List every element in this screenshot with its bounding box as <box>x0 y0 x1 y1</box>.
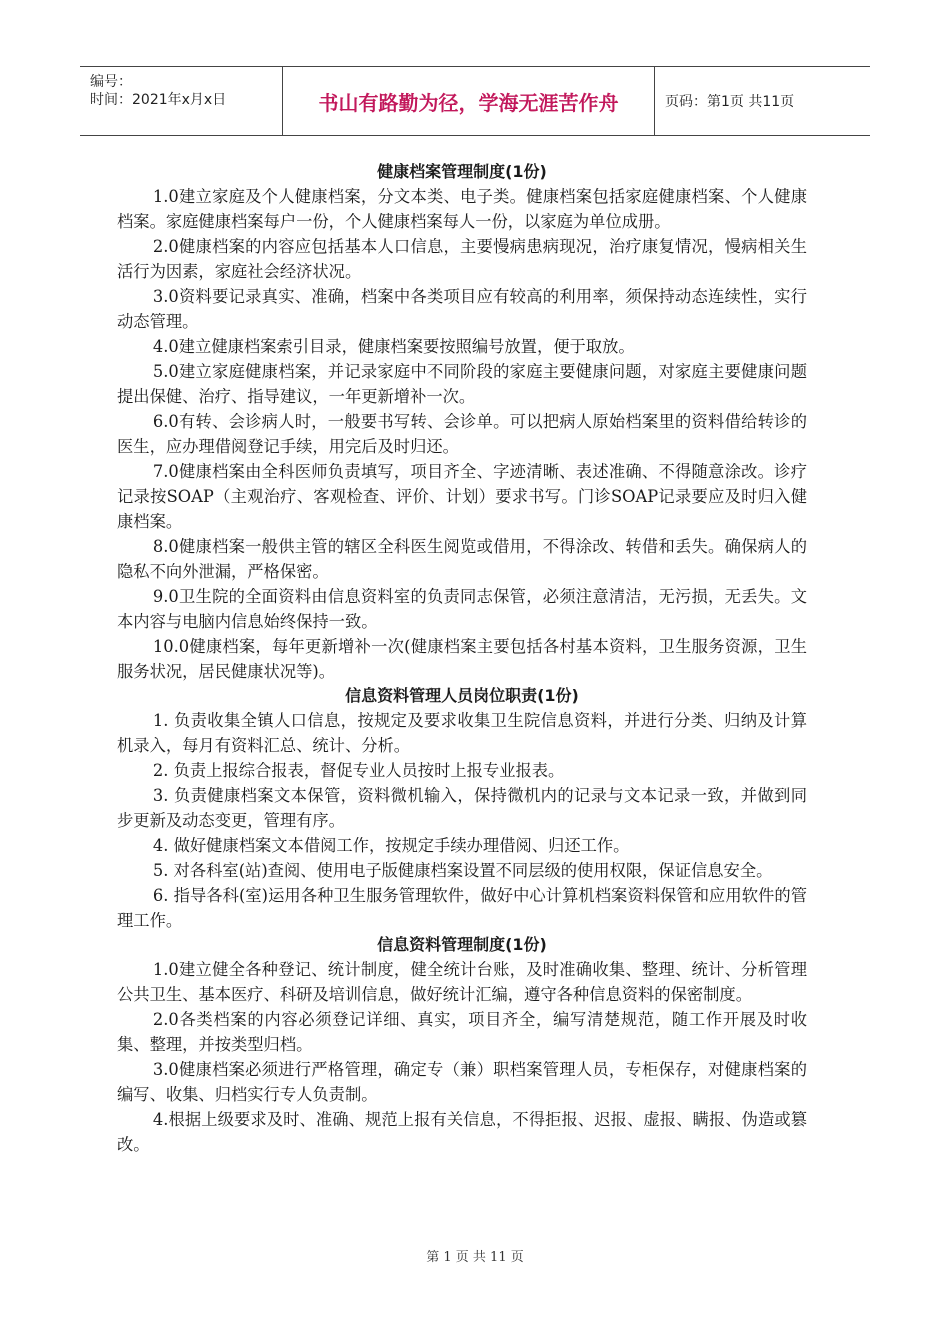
section-info-staff-duties <box>117 684 807 933</box>
section-title: 信息资料管理人员岗位职责(1份) <box>345 686 579 705</box>
paragraph: 1. 负责收集全镇人口信息，按规定及要求收集卫生院信息资料，并进行分类、归纳及计算机录入，每月有资料汇总、统计、分析。 <box>117 711 807 755</box>
section-title: 健康档案管理制度(1份) <box>377 162 547 181</box>
paragraph: 8.0健康档案一般供主管的辖区全科医生阅览或借用，不得涂改、转借和丢失。确保病人的隐私不向外泄漏，严格保密。 <box>117 537 807 581</box>
header-meta <box>80 67 283 135</box>
paragraph: 2. 负责上报综合报表，督促专业人员按时上报专业报表。 <box>152 761 565 780</box>
paragraph: 6.0有转、会诊病人时，一般要书写转、会诊单。可以把病人原始档案里的资料借给转诊的医生，应办理借阅登记手续，用完后及时归还。 <box>117 412 807 456</box>
document-date: 时间：2021年x月x日 <box>90 92 227 108</box>
paragraph: 7.0健康档案由全科医师负责填写，项目齐全、字迹清晰、表述准确、不得随意涂改。诊疗记录按SOAP（主观治疗、客观检查、评价、计划）要求书写。门诊SOAP记录要应及时归入健康档案。 <box>117 462 807 531</box>
paragraph: 4. 做好健康档案文本借阅工作，按规定手续办理借阅、归还工作。 <box>152 836 630 855</box>
paragraph: 4.根据上级要求及时、准确、规范上报有关信息，不得拒报、迟报、虚报、瞒报、伪造或篡改。 <box>117 1110 807 1154</box>
paragraph: 3. 负责健康档案文本保管，资料微机输入，保持微机内的记录与文本记录一致，并做到同步更新及动态变更，管理有序。 <box>117 786 807 830</box>
paragraph: 10.0健康档案，每年更新增补一次(健康档案主要包括各村基本资料，卫生服务资源，卫生服务状况，居民健康状况等)。 <box>117 637 807 681</box>
section-health-records-policy <box>117 160 807 684</box>
paragraph: 1.0建立健全各种登记、统计制度，健全统计台账，及时准确收集、整理、统计、分析管理公共卫生、基本医疗、科研及培训信息，做好统计汇编，遵守各种信息资料的保密制度。 <box>117 960 807 1004</box>
section-info-management-policy <box>117 933 807 1157</box>
paragraph: 4.0建立健康档案索引目录，健康档案要按照编号放置，便于取放。 <box>152 337 635 356</box>
paragraph: 9.0卫生院的全面资料由信息资料室的负责同志保管，必须注意清洁，无污损，无丢失。文本内容与电脑内信息始终保持一致。 <box>117 587 807 631</box>
paragraph: 3.0资料要记录真实、准确，档案中各类项目应有较高的利用率，须保持动态连续性，实行动态管理。 <box>117 287 807 331</box>
paragraph: 3.0健康档案必须进行严格管理，确定专（兼）职档案管理人员，专柜保存，对健康档案的编写、收集、归档实行专人负责制。 <box>117 1060 807 1104</box>
page-footer: 第 1 页 共 11 页 <box>426 1250 524 1265</box>
paragraph: 5.0建立家庭健康档案，并记录家庭中不同阶段的家庭主要健康问题，对家庭主要健康问题提出保健、治疗、指导建议，一年更新增补一次。 <box>117 362 807 406</box>
paragraph: 1.0建立家庭及个人健康档案，分文本类、电子类。健康档案包括家庭健康档案、个人健康档案。家庭健康档案每户一份，个人健康档案每人一份，以家庭为单位成册。 <box>117 187 807 231</box>
header-motto: 书山有路勤为径，学海无涯苦作舟 <box>283 67 655 135</box>
paragraph: 6. 指导各科(室)运用各种卫生服务管理软件，做好中心计算机档案资料保管和应用软件的管理工作。 <box>117 886 807 930</box>
paragraph: 2.0健康档案的内容应包括基本人口信息，主要慢病患病现况，治疗康复情况，慢病相关生活行为因素，家庭社会经济状况。 <box>117 237 807 281</box>
header-page-info: 页码：第1页 共11页 <box>665 94 795 110</box>
page-header <box>80 66 870 136</box>
paragraph: 5. 对各科室(站)查阅、使用电子版健康档案设置不同层级的使用权限，保证信息安全。 <box>152 861 773 880</box>
section-title: 信息资料管理制度(1份) <box>377 935 547 954</box>
document-number-label: 编号： <box>90 74 132 90</box>
paragraph: 2.0各类档案的内容必须登记详细、真实，项目齐全，编写清楚规范，随工作开展及时收集、整理，并按类型归档。 <box>117 1010 807 1054</box>
document-body <box>117 160 807 1157</box>
